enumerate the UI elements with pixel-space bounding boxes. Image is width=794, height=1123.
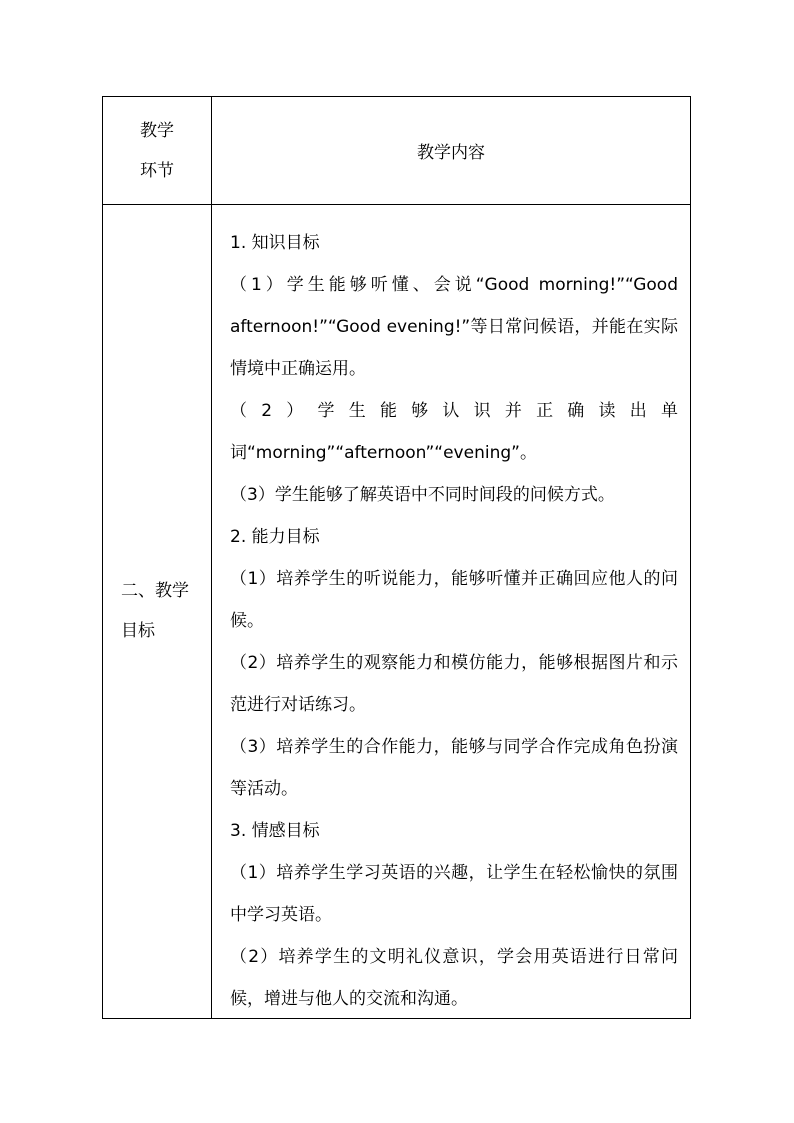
table-column-divider xyxy=(211,97,212,1018)
emotion-objective-item: （2）培养学生的文明礼仪意识，学会用英语进行日常问候，增进与他人的交流和沟通。 xyxy=(230,947,678,1009)
section-label-line2: 目标 xyxy=(121,621,155,641)
knowledge-objective-item: （1）学生能够听懂、会说“Good morning!”“Good afternoon!”“Good evening!”等日常问候语，并能在实际情境中正确运用。 xyxy=(230,275,678,379)
section-label-line1: 二、教学 xyxy=(121,581,189,601)
content-header-title: 教学内容 xyxy=(417,143,485,163)
knowledge-objective-item: （2）学生能够认识并正确读出单词“morning”“afternoon”“evening”。 xyxy=(230,401,678,463)
lesson-plan-table xyxy=(102,96,691,1019)
emotion-objectives-heading: 3. 情感目标 xyxy=(230,821,320,841)
stage-column-header xyxy=(103,97,211,204)
ability-objective-item: （1）培养学生的听说能力，能够听懂并正确回应他人的问候。 xyxy=(230,569,678,631)
knowledge-objective-item: （3）学生能够了解英语中不同时间段的问候方式。 xyxy=(230,485,615,505)
ability-objective-item: （3）培养学生的合作能力，能够与同学合作完成角色扮演等活动。 xyxy=(230,737,678,799)
content-column-header xyxy=(212,97,690,204)
teaching-objectives-content xyxy=(230,222,678,1020)
ability-objective-item: （2）培养学生的观察能力和模仿能力，能够根据图片和示范进行对话练习。 xyxy=(230,653,678,715)
knowledge-objectives-heading: 1. 知识目标 xyxy=(230,233,320,253)
table-row-divider xyxy=(103,204,690,205)
section-label xyxy=(121,571,206,651)
stage-header-line2: 环节 xyxy=(140,160,174,181)
ability-objectives-heading: 2. 能力目标 xyxy=(230,527,320,547)
emotion-objective-item: （1）培养学生学习英语的兴趣，让学生在轻松愉快的氛围中学习英语。 xyxy=(230,863,678,925)
stage-header-line1: 教学 xyxy=(140,120,174,141)
